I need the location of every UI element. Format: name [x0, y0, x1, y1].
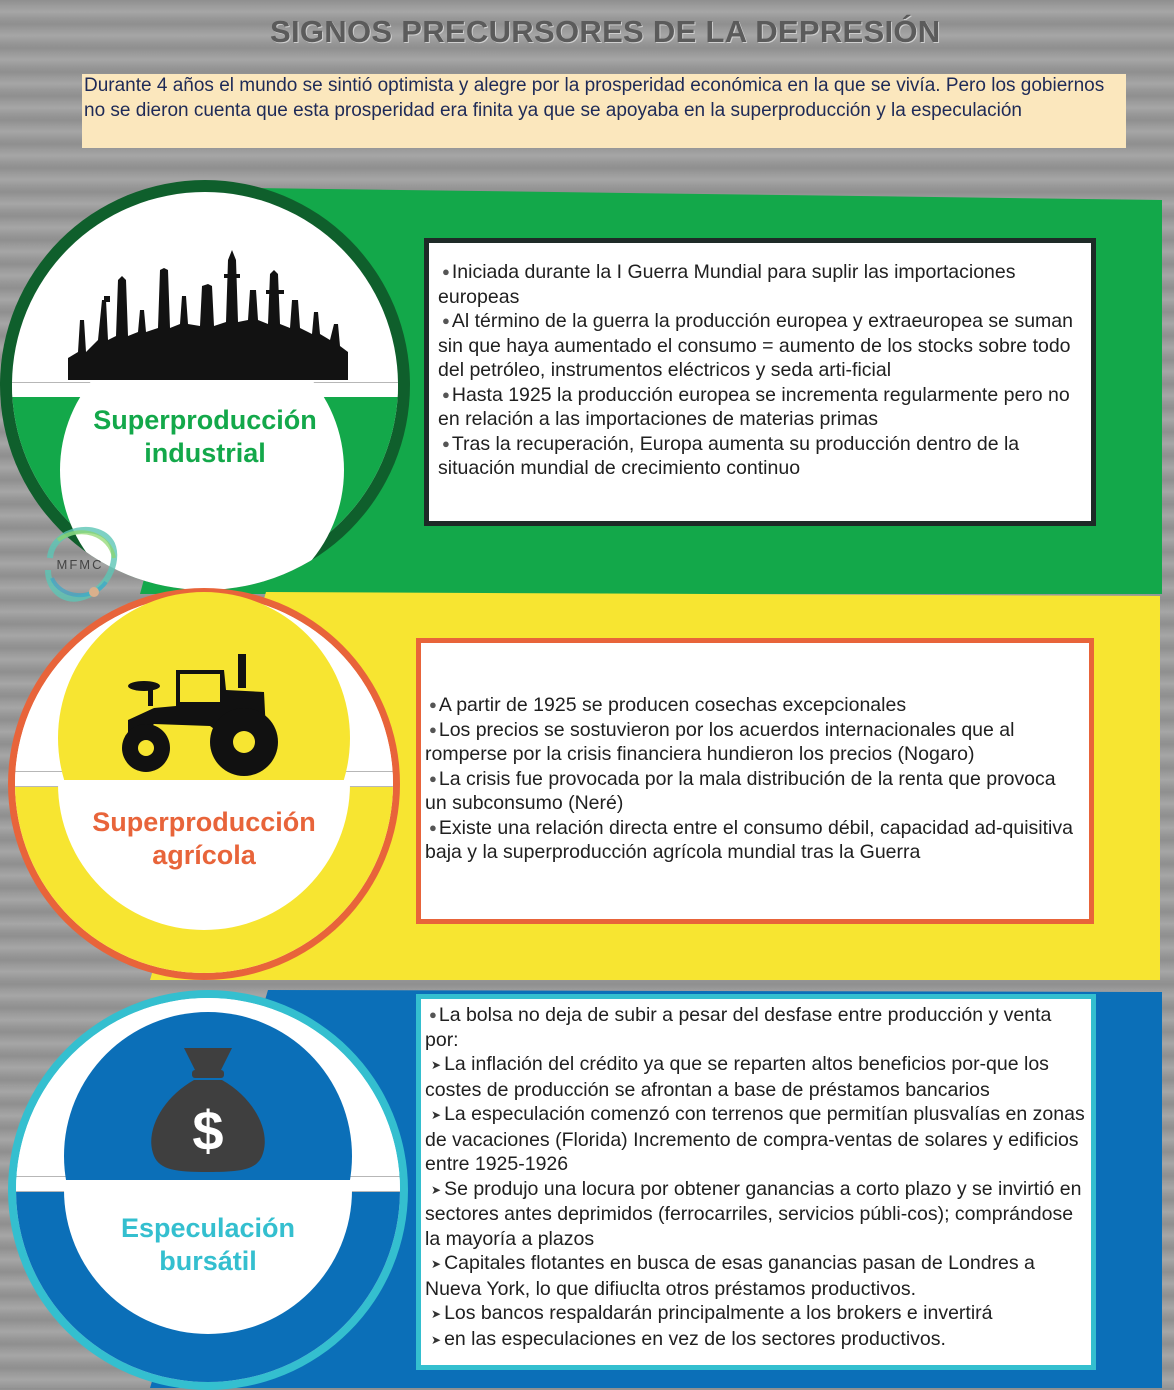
- list-item: ● Hasta 1925 la producción europea se incrementa regularmente pero no en relación a las importaciones de materias primas: [438, 383, 1070, 430]
- list-item: ● Existe una relación directa entre el consumo débil, capacidad ad-quisitiva baja y la superproducción agrícola mundial tras la Guerra: [425, 816, 1073, 863]
- list-item: ● Al término de la guerra la producción europea y extraeuropea se suman sin que haya aumentado el consumo = aumento de los stocks sobre todo del petróleo, instrumentos eléctricos y seda arti-ficial: [438, 310, 1073, 381]
- money-bag-icon: [144, 1042, 272, 1174]
- list-item: ● Iniciada durante la I Guerra Mundial para suplir las importaciones europeas: [438, 261, 1016, 308]
- list-item: ● La bolsa no deja de subir a pesar del desfase entre producción y venta por:: [425, 1004, 1052, 1051]
- list-item: ➤ La especulación comenzó con terrenos que permitían plusvalías en zonas de vacaciones (Florida) Incremento de compra-ventas de solares y edificios entre 1925-1926: [425, 1103, 1085, 1175]
- page-title: SIGNOS PRECURSORES DE LA DEPRESIÓN: [270, 14, 941, 49]
- list-item: ➤ en las especulaciones en vez de los sectores productivos.: [431, 1327, 946, 1350]
- agricultural-circle: [8, 588, 400, 980]
- refinery-icon: [68, 240, 348, 380]
- intro-paragraph: Durante 4 años el mundo se sintió optimista y alegre por la prosperidad económica en la que se vivía. Pero los gobiernos no se dieron cuenta que esta prosperidad era finita ya que se apoyaba en la superproducción y la especulación: [82, 74, 1126, 148]
- list-item: ➤ Se produjo una locura por obtener ganancias a corto plazo y se invirtió en sectores antes deprimidos (ferrocarriles, servicios públi-cos); comprándose la mayoría a plazos: [425, 1177, 1082, 1250]
- list-item: ➤ Los bancos respaldarán principalmente a los brokers e invertirá: [431, 1302, 993, 1324]
- agricultural-textbox: [416, 638, 1094, 924]
- industrial-textbox: [424, 238, 1096, 526]
- logo-text: MFMC: [56, 557, 104, 572]
- list-item: ● A partir de 1925 se producen cosechas excepcionales: [429, 694, 907, 716]
- list-item: ➤ La inflación del crédito ya que se reparten altos beneficios por-que los costes de producción se afrontan a base de préstamos bancarios: [425, 1053, 1049, 1101]
- list-item: ● Los precios se sostuvieron por los acuerdos internacionales que al romperse por la crisis financiera hundieron los precios (Nogaro): [425, 718, 1015, 765]
- speculation-title: Especulación bursátil: [120, 1213, 296, 1276]
- tractor-icon: [114, 650, 278, 778]
- speculation-textbox: [416, 994, 1096, 1370]
- list-item: ● Tras la recuperación, Europa aumenta su producción dentro de la situación mundial de crecimiento continuo: [438, 432, 1020, 479]
- list-item: ➤ Capitales flotantes en busca de esas ganancias pasan de Londres a Nueva York, lo que difiuclta otros préstamos productivos.: [425, 1252, 1035, 1300]
- industrial-title: Superproducción industrial: [93, 405, 317, 468]
- svg-text:$: $: [192, 1099, 224, 1162]
- speculation-circle: [8, 990, 408, 1390]
- agricultural-title: Superproducción agrícola: [92, 807, 316, 870]
- list-item: ● La crisis fue provocada por la mala distribución de la renta que provoca un subconsumo (Neré): [425, 767, 1056, 814]
